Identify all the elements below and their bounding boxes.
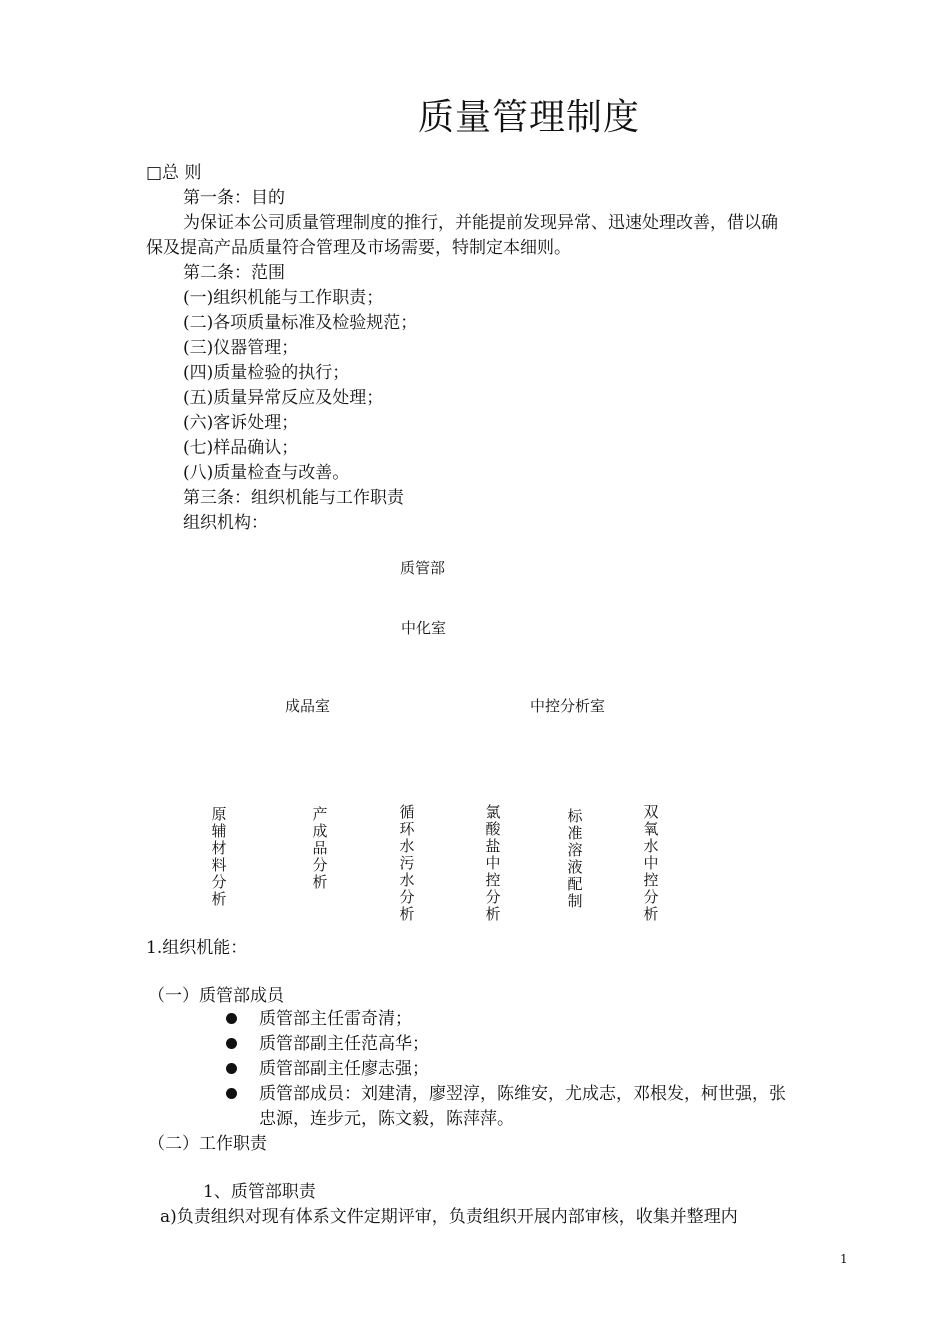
section1-heading: 1.组织机能：	[146, 938, 248, 958]
duties-heading: （二）工作职责	[148, 1134, 267, 1154]
members-heading: （一）质管部成员	[148, 986, 284, 1006]
scope-item: (六)客诉处理；	[183, 413, 299, 433]
duty-subheading: 1、质管部职责	[203, 1182, 316, 1202]
bullet-dot	[226, 1088, 237, 1099]
org-leaf-circulating-water: 循环水污水分析	[399, 803, 415, 923]
scope-item: (七)样品确认；	[183, 438, 299, 458]
org-node-product-room: 成品室	[285, 697, 331, 715]
member-item: 质管部副主任廖志强；	[259, 1059, 429, 1079]
org-node-control-lab: 中控分析室	[530, 697, 606, 715]
member-item-continued: 忠源，连步元，陈文毅，陈萍萍。	[259, 1109, 514, 1129]
article2-heading: 第二条：范围	[183, 263, 285, 283]
member-item: 质管部成员：刘建清，廖翌淳，陈维安，尤成志，邓根发，柯世强，张	[259, 1084, 786, 1104]
org-leaf-raw-material: 原辅材料分析	[211, 805, 227, 908]
org-leaf-hydrogen-peroxide: 双氧水中控分析	[643, 803, 659, 923]
scope-item: (八)质量检查与改善。	[183, 463, 350, 483]
article1-body-line1: 为保证本公司质量管理制度的推行，并能提前发现异常、迅速处理改善，借以确	[183, 213, 778, 233]
bullet-dot	[226, 1038, 237, 1049]
org-node-central-lab: 中化室	[401, 619, 447, 637]
article3-heading: 第三条：组织机能与工作职责	[183, 488, 404, 508]
org-leaf-finished-product: 产成品分析	[312, 805, 328, 891]
article1-body-line2: 保及提高产品质量符合管理及市场需要，特制定本细则。	[146, 238, 571, 258]
scope-item: (五)质量异常反应及处理；	[183, 388, 384, 408]
org-node-quality-dept: 质管部	[400, 559, 446, 577]
article1-heading: 第一条：目的	[183, 188, 285, 208]
duty-item-a: a)负责组织对现有体系文件定期评审，负责组织开展内部审核，收集并整理内	[160, 1207, 738, 1227]
bullet-dot	[226, 1013, 237, 1024]
scope-item: (二)各项质量标准及检验规范；	[183, 313, 418, 333]
member-item: 质管部主任雷奇清；	[259, 1009, 412, 1029]
scope-item: (三)仪器管理；	[183, 338, 299, 358]
org-structure-label: 组织机构：	[183, 513, 268, 533]
bullet-dot	[226, 1063, 237, 1074]
scope-item: (一)组织机能与工作职责；	[183, 288, 384, 308]
page-number: 1	[840, 1252, 848, 1266]
org-leaf-chlorate-control: 氯酸盐中控分析	[485, 803, 501, 923]
section-heading: □总 则	[146, 163, 202, 183]
member-item: 质管部副主任范高华；	[259, 1034, 429, 1054]
scope-item: (四)质量检验的执行；	[183, 363, 350, 383]
document-title: 质量管理制度	[418, 97, 641, 138]
org-leaf-standard-solution: 标准溶液配制	[567, 807, 583, 910]
